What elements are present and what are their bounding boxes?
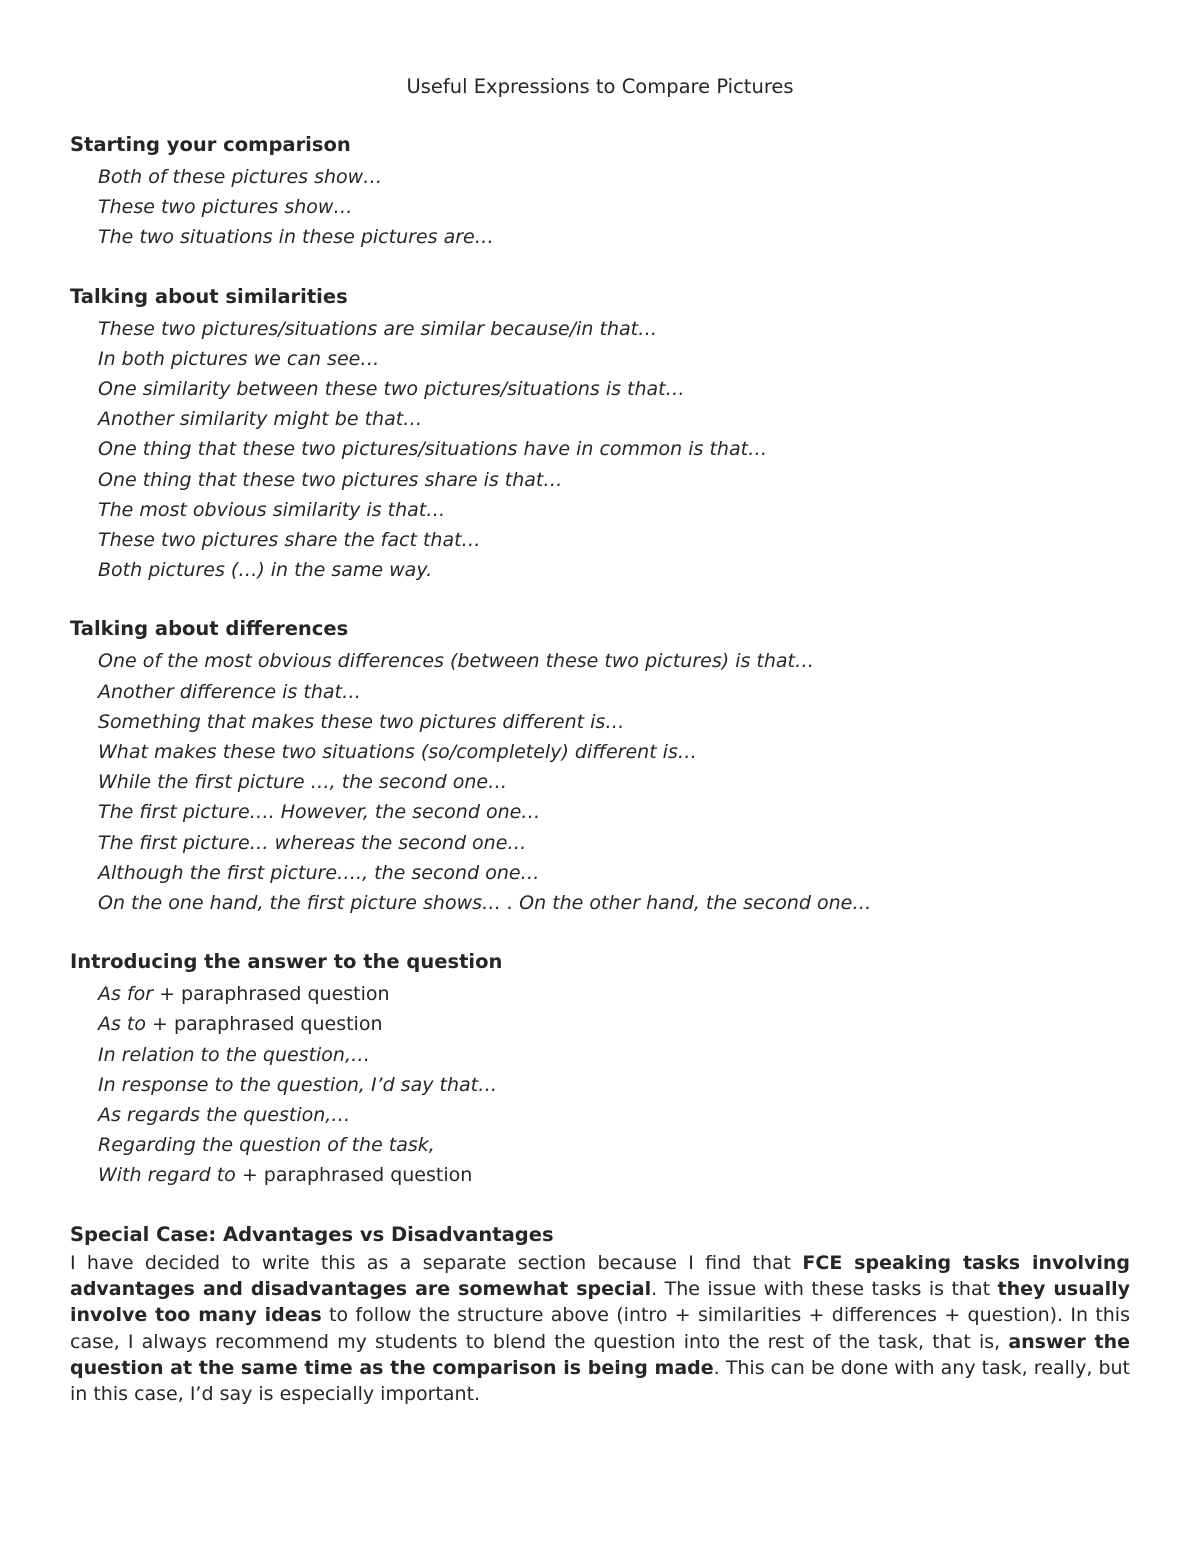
- expression-item: [98, 1009, 1130, 1039]
- expression-text: While the first picture …, the second one…: [98, 771, 508, 794]
- expression-text: On the one hand, the first picture shows… . On the other hand, the second one…: [98, 892, 872, 915]
- special-case-paragraph: [70, 1250, 1130, 1408]
- expression-text: One thing that these two pictures/situations have in common is that…: [98, 438, 768, 461]
- expression-text: One similarity between these two pictures/situations is that…: [98, 378, 685, 401]
- expression-suffix: + paraphrased question: [235, 1164, 473, 1187]
- expression-list: [70, 646, 1130, 918]
- expression-text: In response to the question, I’d say that…: [98, 1073, 498, 1096]
- expression-item: [98, 495, 1130, 525]
- expression-text: As regards the question,…: [98, 1104, 351, 1127]
- expression-suffix: + paraphrased question: [153, 983, 390, 1006]
- expression-item: [98, 525, 1130, 555]
- expression-item: [98, 344, 1130, 374]
- expression-item: [98, 555, 1130, 585]
- expression-text: Although the first picture…., the second one…: [98, 861, 540, 884]
- expression-item: [98, 465, 1130, 495]
- section-1: [70, 284, 1130, 586]
- expression-item: [98, 797, 1130, 827]
- expression-text: One thing that these two pictures share is that…: [98, 468, 563, 491]
- expression-item: [98, 737, 1130, 767]
- expression-item: [98, 222, 1130, 252]
- expression-text: Regarding the question of the task,: [98, 1134, 435, 1157]
- expression-text: Another difference is that…: [98, 680, 361, 703]
- expression-text: The first picture…. However, the second one…: [98, 801, 541, 824]
- expression-text: As for: [98, 983, 154, 1006]
- special-case-section: [70, 1222, 1130, 1408]
- emphasis-run: they usually involve too many ideas: [70, 1277, 1130, 1327]
- expression-text: What makes these two situations (so/completely) different is…: [98, 741, 697, 764]
- emphasis-run: answer the question at the same time as the comparison is being made: [70, 1330, 1130, 1379]
- expression-text: Another similarity might be that…: [98, 408, 423, 431]
- expression-item: [98, 374, 1130, 404]
- expression-item: [98, 162, 1130, 192]
- expression-text: The two situations in these pictures are…: [98, 226, 494, 249]
- expression-text: In both pictures we can see…: [98, 347, 380, 370]
- expression-text: These two pictures share the fact that…: [98, 529, 481, 552]
- section-0: [70, 132, 1130, 253]
- expression-item: [98, 1130, 1130, 1160]
- text-run: I have decided to write this as a separate section because I find that: [70, 1251, 803, 1274]
- expression-item: [98, 434, 1130, 464]
- expression-item: [98, 767, 1130, 797]
- section-2: [70, 616, 1130, 918]
- expression-item: [98, 858, 1130, 888]
- text-run: to follow the structure above (intro + similarities + differences + question). In this case, I always recommend my students to blend the question into the rest of the task, that is,: [70, 1304, 1130, 1353]
- expression-item: [98, 828, 1130, 858]
- expression-item: [98, 979, 1130, 1009]
- expression-item: [98, 192, 1130, 222]
- expression-list: [70, 162, 1130, 253]
- expression-text: One of the most obvious differences (between these two pictures) is that…: [98, 650, 814, 673]
- expression-item: [98, 888, 1130, 918]
- section-heading: Introducing the answer to the question: [70, 950, 503, 974]
- section-heading: Talking about differences: [70, 617, 349, 641]
- special-case-heading: Special Case: Advantages vs Disadvantages: [70, 1222, 554, 1246]
- expression-item: [98, 1160, 1130, 1190]
- expression-item: [98, 646, 1130, 676]
- text-run: . This can be done with any task, really, but in this case, I’d say is especially important.: [70, 1356, 1131, 1406]
- text-run: . The issue with these tasks is that: [651, 1277, 998, 1300]
- expression-item: [98, 1070, 1130, 1100]
- expression-item: [98, 314, 1130, 344]
- expression-text: With regard to: [98, 1164, 236, 1187]
- sections-container: [70, 132, 1130, 1191]
- expression-text: As to: [98, 1013, 147, 1036]
- document-title: Useful Expressions to Compare Pictures: [406, 75, 794, 98]
- section-heading: Starting your comparison: [70, 133, 351, 156]
- section-3: [70, 949, 1130, 1190]
- expression-item: [98, 1100, 1130, 1130]
- expression-text: These two pictures/situations are similar because/in that…: [98, 317, 658, 340]
- expression-text: In relation to the question,…: [98, 1043, 371, 1066]
- expression-item: [98, 404, 1130, 434]
- expression-item: [98, 1040, 1130, 1070]
- expression-item: [98, 677, 1130, 707]
- expression-list: [70, 979, 1130, 1190]
- expression-text: Something that makes these two pictures different is…: [98, 710, 625, 733]
- section-heading: Talking about similarities: [70, 284, 348, 308]
- expression-item: [98, 707, 1130, 737]
- emphasis-run: FCE speaking tasks involving advantages and disadvantages are somewhat special: [70, 1251, 1130, 1300]
- expression-list: [70, 314, 1130, 586]
- expression-text: The most obvious similarity is that…: [98, 498, 446, 521]
- expression-text: Both of these pictures show…: [98, 166, 383, 188]
- expression-text: The first picture… whereas the second one…: [98, 831, 527, 854]
- expression-suffix: + paraphrased question: [146, 1013, 383, 1036]
- expression-text: Both pictures (…) in the same way.: [98, 559, 433, 582]
- expression-text: These two pictures show…: [98, 196, 353, 219]
